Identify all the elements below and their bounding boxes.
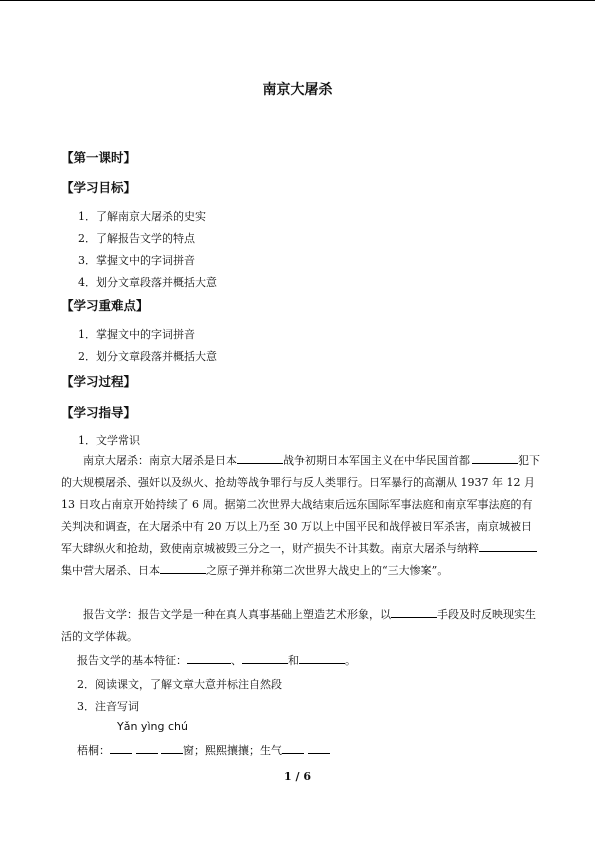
heading-process: 【学习过程】 (61, 374, 137, 389)
blank (299, 652, 345, 664)
blank (282, 742, 304, 754)
blank (237, 452, 283, 464)
blank (308, 742, 330, 754)
goal-item: 1．了解南京大屠杀的史实 (78, 210, 206, 223)
guide-item-reading: 2．阅读课文，了解文章大意并标注自然段 (77, 678, 282, 691)
guide-item-literature: 1．文学常识 (78, 434, 140, 447)
guide-item-pinyin: 3．注音写词 (77, 700, 139, 713)
heading-lesson: 【第一课时】 (61, 150, 137, 165)
blank (110, 742, 132, 754)
blank (472, 452, 518, 464)
features-line: 报告文学的基本特征： 、 和 。 (77, 654, 356, 667)
page-number: 1 / 6 (284, 770, 311, 783)
heading-guide: 【学习指导】 (61, 405, 137, 420)
key-point-item: 2．划分文章段落并概括大意 (78, 350, 217, 363)
blank (187, 652, 231, 664)
paragraph-nanjing: 南京大屠杀：南京大屠杀是日本 战争初期日本军国主义在中华民国首都 犯下的大规模屠杀、强奸以及纵火、抢劫等战争罪行与反人类罪行。日军暴行的高潮从 1937 年 12 月 13 日攻占南京开始持续了 6 周。据第二次世界大战结束后远东国际军事法庭和南京军事法庭的有关判决和调查，在大屠杀中有 20 万以上乃至 30 万以上中国平民和战俘被日军杀害，南京城被日军大肆纵火和抢劫，致使南京城被毁三分之一，财产损失不计其数。南京大屠杀与纳粹集中营大屠杀、日本 之原子弹并称第二次世界大战史上的“三大惨案”。 (61, 454, 540, 577)
top-rule (0, 0, 595, 1)
blank (242, 652, 288, 664)
blank (136, 742, 158, 754)
blank (479, 540, 537, 552)
blank (160, 562, 206, 574)
vocab-line: 梧桐： 窗；熙熙攘攘；生气 (77, 742, 330, 758)
goal-item: 4．划分文章段落并概括大意 (78, 276, 217, 289)
goal-item: 3．掌握文中的字词拼音 (78, 254, 195, 267)
blank (161, 742, 183, 754)
pinyin-hint: Yǎn yìng chú (117, 720, 188, 733)
paragraph-reportage: 报告文学：报告文学是一种在真人真事基础上塑造艺术形象，以 手段及时反映现实生活的文学体裁。 (61, 608, 536, 643)
heading-key-points: 【学习重难点】 (61, 298, 149, 313)
page-title: 南京大屠杀 (262, 82, 333, 98)
heading-goals: 【学习目标】 (61, 180, 137, 195)
blank (391, 606, 437, 618)
goal-item: 2．了解报告文学的特点 (78, 232, 195, 245)
key-point-item: 1．掌握文中的字词拼音 (78, 328, 195, 341)
